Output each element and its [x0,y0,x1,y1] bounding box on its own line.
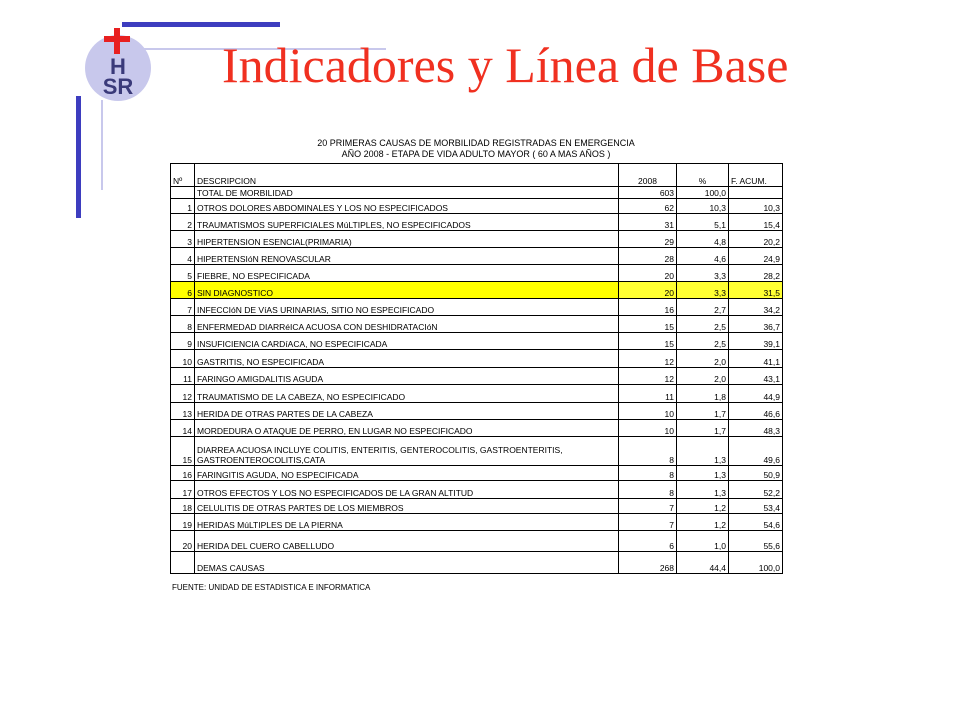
row-count: 6 [619,531,677,552]
row-description: HIPERTENSIóN RENOVASCULAR [195,248,619,265]
row-description: HERIDA DE OTRAS PARTES DE LA CABEZA [195,403,619,420]
row-count: 7 [619,499,677,514]
row-count: 20 [619,282,677,299]
row-description: OTROS EFECTOS Y LOS NO ESPECIFICADOS DE LA GRAN ALTITUD [195,481,619,499]
table-row [171,214,783,231]
row-percent: 100,0 [677,187,729,199]
row-count: 8 [619,466,677,481]
row-number: 17 [171,481,195,499]
table-row [171,199,783,214]
row-description: INFECCIóN DE VíAS URINARIAS, SITIO NO ESPECIFICADO [195,299,619,316]
row-description: HIPERTENSION ESENCIAL(PRIMARIA) [195,231,619,248]
row-count: 10 [619,403,677,420]
row-count: 10 [619,420,677,437]
row-percent: 4,6 [677,248,729,265]
row-number: 3 [171,231,195,248]
row-cumulative: 28,2 [729,265,783,282]
table-row [171,499,783,514]
row-percent: 1,7 [677,420,729,437]
row-description: TRAUMATISMOS SUPERFICIALES MúLTIPLES, NO ESPECIFICADOS [195,214,619,231]
svg-text:SR: SR [102,74,134,99]
row-percent: 1,7 [677,403,729,420]
row-percent: 1,2 [677,499,729,514]
table-heading-line1: 20 PRIMERAS CAUSAS DE MORBILIDAD REGISTRADAS EN EMERGENCIA [317,138,635,148]
row-percent: 3,3 [677,265,729,282]
row-count: 603 [619,187,677,199]
table-row [171,248,783,265]
row-percent: 3,3 [677,282,729,299]
row-number: 19 [171,514,195,531]
row-count: 8 [619,481,677,499]
svg-text:H: H [110,54,126,79]
row-count: 12 [619,368,677,385]
row-count: 20 [619,265,677,282]
row-description: FARINGO AMIGDALITIS AGUDA [195,368,619,385]
row-percent: 1,8 [677,385,729,403]
row-description: CELULITIS DE OTRAS PARTES DE LOS MIEMBROS [195,499,619,514]
table-header-row [171,164,783,187]
morbidity-table [170,163,783,574]
row-number: 11 [171,368,195,385]
row-description: TOTAL DE MORBILIDAD [195,187,619,199]
table-row [171,403,783,420]
table-row [171,350,783,368]
table-row [171,552,783,574]
row-number: 8 [171,316,195,333]
table-row [171,514,783,531]
row-number [171,552,195,574]
row-percent: 2,5 [677,333,729,350]
row-percent: 4,8 [677,231,729,248]
row-number: 12 [171,385,195,403]
row-count: 268 [619,552,677,574]
hospital-logo [78,26,160,102]
table-row [171,231,783,248]
decorative-bar-left [76,96,81,218]
row-description: HERIDAS MúLTIPLES DE LA PIERNA [195,514,619,531]
column-header: % [677,164,729,187]
row-cumulative: 41,1 [729,350,783,368]
row-description: MORDEDURA O ATAQUE DE PERRO, EN LUGAR NO ESPECIFICADO [195,420,619,437]
row-count: 11 [619,385,677,403]
decorative-line-left [101,100,103,190]
table-heading-line2: AÑO 2008 - ETAPA DE VIDA ADULTO MAYOR ( 60 A MAS AÑOS ) [341,149,611,159]
row-cumulative: 24,9 [729,248,783,265]
table-row [171,187,783,199]
row-description: DEMAS CAUSAS [195,552,619,574]
row-description: TRAUMATISMO DE LA CABEZA, NO ESPECIFICADO [195,385,619,403]
row-percent: 1,2 [677,514,729,531]
table-row [171,481,783,499]
row-count: 7 [619,514,677,531]
row-count: 16 [619,299,677,316]
row-description: ENFERMEDAD DIARRéICA ACUOSA CON DESHIDRATACIóN [195,316,619,333]
row-cumulative: 55,6 [729,531,783,552]
row-percent: 5,1 [677,214,729,231]
table-row [171,437,783,466]
row-percent: 2,5 [677,316,729,333]
row-cumulative: 43,1 [729,368,783,385]
row-percent: 1,3 [677,466,729,481]
row-count: 15 [619,333,677,350]
row-cumulative: 48,3 [729,420,783,437]
column-header: 2008 [619,164,677,187]
row-cumulative: 34,2 [729,299,783,316]
row-number: 1 [171,199,195,214]
table-row [171,316,783,333]
row-number [171,187,195,199]
row-number: 18 [171,499,195,514]
row-cumulative: 46,6 [729,403,783,420]
table-row [171,299,783,316]
row-cumulative [729,187,783,199]
row-number: 7 [171,299,195,316]
slide-title: Indicadores y Línea de Base [222,37,789,93]
row-cumulative: 100,0 [729,552,783,574]
row-cumulative: 44,9 [729,385,783,403]
row-percent: 44,4 [677,552,729,574]
table-row [171,385,783,403]
column-header: Nº [171,164,195,187]
row-number: 6 [171,282,195,299]
row-percent: 1,0 [677,531,729,552]
table-row [171,420,783,437]
row-description: FIEBRE, NO ESPECIFICADA [195,265,619,282]
row-description: GASTRITIS, NO ESPECIFICADA [195,350,619,368]
table-row [171,531,783,552]
row-cumulative: 10,3 [729,199,783,214]
row-cumulative: 36,7 [729,316,783,333]
row-number: 13 [171,403,195,420]
row-description: OTROS DOLORES ABDOMINALES Y LOS NO ESPECIFICADOS [195,199,619,214]
row-cumulative: 31,5 [729,282,783,299]
row-cumulative: 49,6 [729,437,783,466]
row-number: 10 [171,350,195,368]
row-number: 5 [171,265,195,282]
row-number: 20 [171,531,195,552]
row-cumulative: 53,4 [729,499,783,514]
row-percent: 10,3 [677,199,729,214]
row-description: HERIDA DEL CUERO CABELLUDO [195,531,619,552]
row-count: 31 [619,214,677,231]
table-row [171,333,783,350]
row-description: DIARREA ACUOSA INCLUYE COLITIS, ENTERITIS, GENTEROCOLITIS, GASTROENTERITIS, GASTROENTEROCOLITIS,CATA [195,437,619,466]
row-percent: 1,3 [677,481,729,499]
row-count: 28 [619,248,677,265]
row-cumulative: 50,9 [729,466,783,481]
row-number: 9 [171,333,195,350]
table-row [171,282,783,299]
row-count: 8 [619,437,677,466]
row-cumulative: 54,6 [729,514,783,531]
row-cumulative: 20,2 [729,231,783,248]
row-percent: 1,3 [677,437,729,466]
row-number: 2 [171,214,195,231]
row-number: 14 [171,420,195,437]
row-percent: 2,0 [677,350,729,368]
column-header: DESCRIPCION [195,164,619,187]
row-percent: 2,0 [677,368,729,385]
row-description: SIN DIAGNOSTICO [195,282,619,299]
table-row [171,265,783,282]
row-number: 16 [171,466,195,481]
row-count: 12 [619,350,677,368]
row-count: 29 [619,231,677,248]
row-percent: 2,7 [677,299,729,316]
table-row [171,368,783,385]
row-number: 15 [171,437,195,466]
row-number: 4 [171,248,195,265]
row-description: FARINGITIS AGUDA, NO ESPECIFICADA [195,466,619,481]
row-description: INSUFICIENCIA CARDíACA, NO ESPECIFICADA [195,333,619,350]
row-count: 15 [619,316,677,333]
row-cumulative: 52,2 [729,481,783,499]
row-cumulative: 15,4 [729,214,783,231]
row-count: 62 [619,199,677,214]
column-header: F. ACUM. [729,164,783,187]
table-source-note: FUENTE: UNIDAD DE ESTADISTICA E INFORMATICA [172,583,371,592]
table-row [171,466,783,481]
row-cumulative: 39,1 [729,333,783,350]
